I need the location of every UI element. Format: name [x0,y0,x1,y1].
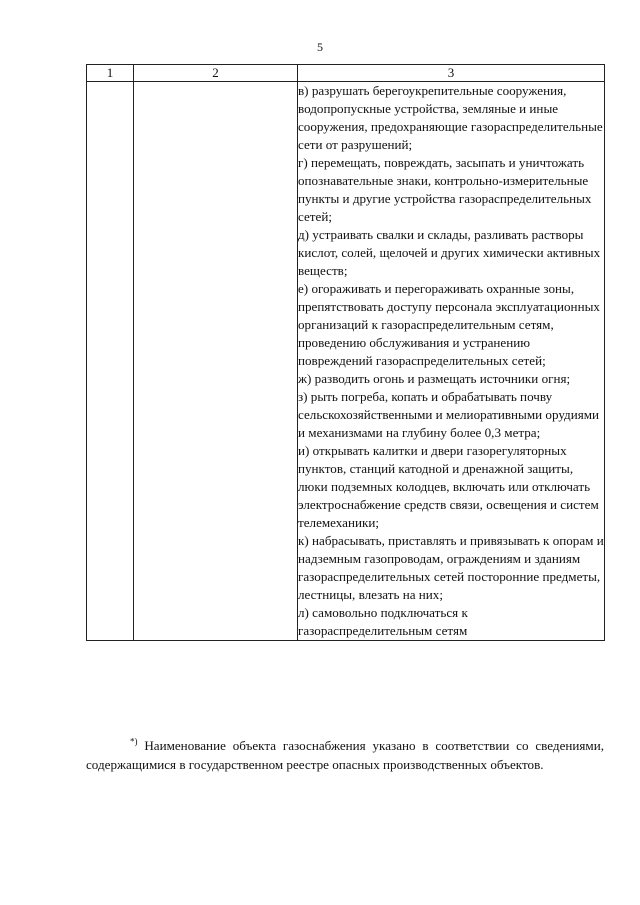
list-item: к) набрасывать, приставлять и привязывать к опорам и надземным газопроводам, ограждениям и зданиям газораспределительных сетей посторонние предметы, лестницы, влезать на них; [298,533,604,602]
requirements-table [86,64,605,641]
column-header-2: 2 [134,65,298,82]
table-row [87,82,605,641]
column-header-3: 3 [298,65,605,82]
list-item: г) перемещать, повреждать, засыпать и уничтожать опознавательные знаки, контрольно-измерительные пункты и другие устройства газораспределительных сетей; [298,155,592,224]
table-cell-col1 [87,82,134,641]
footnote-text: Наименование объекта газоснабжения указано в соответствии со сведениями, содержащимися в государственном реестре опасных производственных объектов. [86,738,604,772]
list-item: и) открывать калитки и двери газорегуляторных пунктов, станций катодной и дренажной защиты, люки подземных колодцев, включать или отключать электроснабжение средств связи, освещения и систем телемеханики; [298,443,599,530]
list-item: з) рыть погреба, копать и обрабатывать почву сельскохозяйственными и мелиоративными орудиями и механизмами на глубину более 0,3 метра; [298,389,600,440]
table-cell-col2 [134,82,298,641]
footnote-marker: *) [130,736,138,747]
list-item: д) устраивать свалки и склады, разливать растворы кислот, солей, щелочей и других химически активных веществ; [298,227,601,278]
list-item: е) огораживать и перегораживать охранные зоны, препятствовать доступу персонала эксплуатационных организаций к газораспределительным сетям, проведению обслуживания и устранению повреждений газораспределительных сетей; [298,281,600,368]
list-item: ж) разводить огонь и размещать источники огня; [298,371,571,386]
column-header-1: 1 [87,65,134,82]
list-item: в) разрушать берегоукрепительные сооружения, водопропускные устройства, земляные и иные сооружения, предохраняющие газораспределительные сети от разрушений; [298,83,603,152]
table-header-row [87,65,605,82]
page-number: 5 [317,40,323,54]
footnote [86,737,604,774]
table-cell-col3 [298,82,605,641]
list-item: л) самовольно подключаться к газораспределительным сетям [298,605,468,638]
